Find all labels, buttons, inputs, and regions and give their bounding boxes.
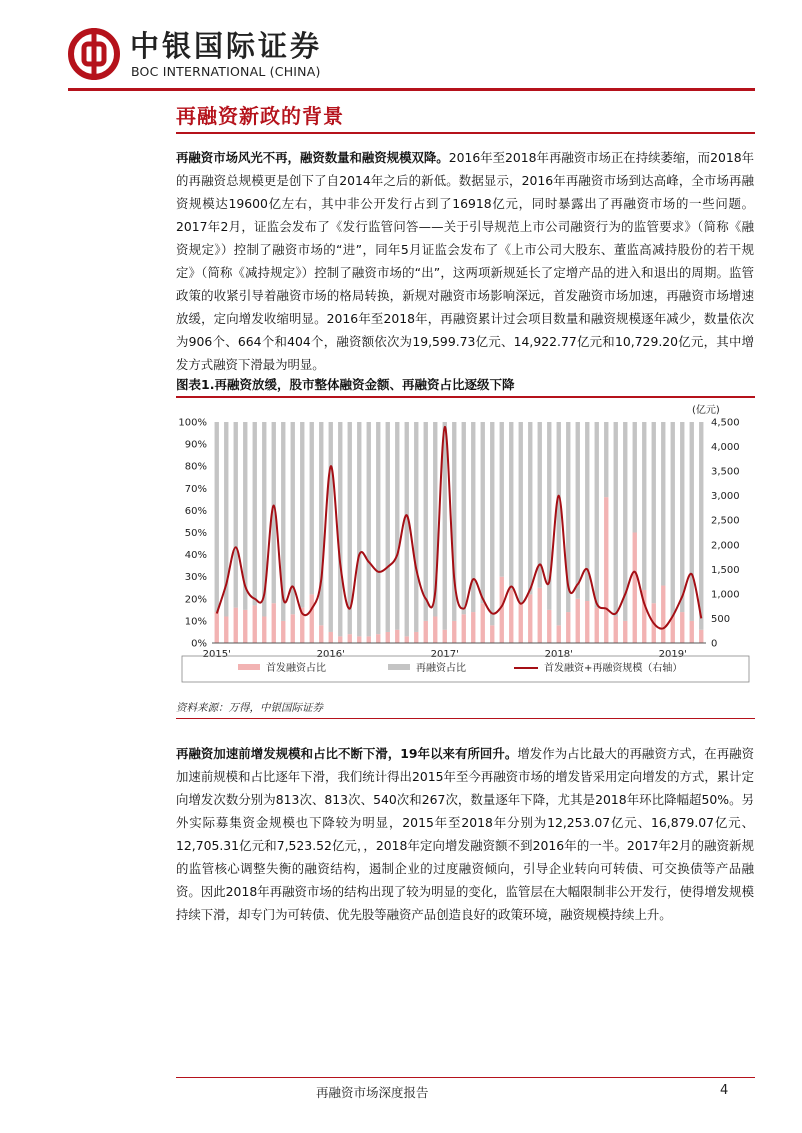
paragraph-1	[176, 146, 754, 376]
y-left-tick-label: 40%	[184, 550, 207, 562]
bar-ipo-share	[528, 594, 532, 643]
legend-label-refinancing-share: 再融资占比	[416, 663, 466, 674]
bar-refinancing-share	[633, 422, 637, 533]
y-left-tick-label: 50%	[184, 528, 207, 539]
bar-ipo-share	[509, 590, 513, 643]
bar-ipo-share	[690, 621, 694, 643]
bar-refinancing-share	[500, 422, 504, 577]
y-left-tick-label: 0%	[191, 638, 207, 650]
bar-refinancing-share	[642, 422, 646, 590]
bar-ipo-share	[462, 614, 466, 643]
bar-refinancing-share	[234, 422, 238, 608]
bar-ipo-share	[604, 497, 608, 643]
bar-refinancing-share	[595, 422, 599, 608]
boc-logo-icon	[68, 28, 120, 80]
y-left-tick-label: 100%	[178, 417, 207, 429]
bar-ipo-share	[329, 632, 333, 643]
y-right-tick-label: 0	[711, 638, 718, 650]
bar-refinancing-share	[386, 422, 390, 632]
bar-refinancing-share	[395, 422, 399, 630]
bar-refinancing-share	[690, 422, 694, 621]
bar-ipo-share	[595, 608, 599, 643]
bar-ipo-share	[471, 612, 475, 643]
legend-label-ipo-share: 首发融资占比	[266, 663, 326, 674]
bar-refinancing-share	[462, 422, 466, 614]
section-divider	[176, 132, 755, 134]
bar-ipo-share	[661, 586, 665, 643]
y-right-tick-label: 1,500	[711, 564, 740, 576]
bar-refinancing-share	[376, 422, 380, 634]
bar-ipo-share	[291, 614, 295, 643]
bar-ipo-share	[633, 533, 637, 644]
bar-refinancing-share	[319, 422, 323, 625]
section-title: 再融资新政的背景	[176, 104, 344, 128]
y-right-tick-label: 4,500	[711, 417, 740, 429]
bar-ipo-share	[224, 616, 228, 643]
bar-refinancing-share	[538, 422, 542, 588]
x-tick-label: 2018'	[544, 649, 573, 660]
bar-ipo-share	[310, 594, 314, 643]
bar-ipo-share	[253, 605, 257, 643]
bar-ipo-share	[348, 634, 352, 643]
bar-ipo-share	[234, 608, 238, 643]
bar-refinancing-share	[490, 422, 494, 625]
bar-refinancing-share	[424, 422, 428, 621]
bar-refinancing-share	[414, 422, 418, 632]
legend-label-total-financing: 首发融资+再融资规模（右轴）	[544, 663, 683, 674]
bar-refinancing-share	[481, 422, 485, 603]
bar-ipo-share	[557, 625, 561, 643]
bar-refinancing-share	[367, 422, 371, 636]
y-right-tick-label: 4,000	[711, 442, 740, 454]
brand-name-chinese: 中银国际证券	[130, 29, 323, 63]
y-right-tick-label: 3,500	[711, 466, 740, 478]
x-tick-label: 2019'	[658, 649, 687, 660]
bar-ipo-share	[576, 599, 580, 643]
bar-ipo-share	[215, 612, 219, 643]
y-right-unit-label: (亿元)	[692, 405, 720, 416]
bar-refinancing-share	[614, 422, 618, 616]
bar-ipo-share	[367, 636, 371, 643]
legend-swatch-ipo-share	[238, 664, 260, 670]
bar-ipo-share	[452, 621, 456, 643]
paragraph-2-lead: 再融资加速前增发规模和占比不断下滑，19年以来有所回升。	[176, 746, 518, 761]
header-divider	[68, 88, 755, 91]
source-divider	[176, 718, 755, 719]
paragraph-2-body: 增发作为占比最大的再融资方式，在再融资加速前规模和占比逐年下滑，我们统计得出2015年至今再融资市场的增发皆采用定向增发的方式，累计定向增发次数分别为813次、813次、540次和267次，数量逐年下降，尤其是2018年环比降幅超50%。另外实际募集资金规模也下降较为明显，2015年至2018年分别为12,253.07亿元、16,879.07亿元、12,705.31亿元和7,523.52亿元，，2018年定向增发融资额不到2016年的一半。2017年2月的融资新规的监管核心调整失衡的融资结构，遏制企业的过度融资倾向，引导企业转向可转债、可交换债等产品融资。因此2018年再融资市场的结构出现了较为明显的变化，监管层在大幅限制非公开发行，使得增发规模持续下滑，却专门为可转债、优先股等融资产品创造良好的政策环境，融资规模持续上升。	[176, 746, 755, 922]
bar-refinancing-share	[338, 422, 342, 636]
y-left-tick-label: 10%	[184, 616, 207, 628]
figure-title: 图表1.再融资放缓，股市整体融资金额、再融资占比逐级下降	[176, 377, 515, 392]
chart-line	[217, 427, 702, 629]
bar-ipo-share	[519, 603, 523, 643]
bar-refinancing-share	[576, 422, 580, 599]
bar-ipo-share	[414, 632, 418, 643]
y-left-tick-label: 90%	[184, 439, 207, 451]
bar-ipo-share	[395, 630, 399, 643]
chart-container	[176, 400, 755, 690]
y-right-tick-label: 500	[711, 613, 731, 625]
bar-ipo-share	[585, 601, 589, 643]
y-left-tick-label: 60%	[184, 505, 207, 517]
x-tick-label: 2016'	[316, 649, 345, 660]
bar-refinancing-share	[528, 422, 532, 594]
bar-refinancing-share	[652, 422, 656, 603]
bar-ipo-share	[424, 621, 428, 643]
bar-ipo-share	[490, 625, 494, 643]
bar-ipo-share	[680, 612, 684, 643]
bar-ipo-share	[386, 632, 390, 643]
footer-report-title: 再融资市场深度报告	[316, 1085, 429, 1100]
y-right-tick-label: 2,000	[711, 540, 740, 552]
y-right-tick-label: 3,000	[711, 491, 740, 503]
bar-ipo-share	[538, 588, 542, 643]
y-left-tick-label: 80%	[184, 461, 207, 473]
y-left-tick-label: 20%	[184, 594, 207, 606]
bar-ipo-share	[357, 636, 361, 643]
bar-ipo-share	[376, 634, 380, 643]
bar-ipo-share	[443, 630, 447, 643]
bar-ipo-share	[623, 621, 627, 643]
paragraph-1-body: 2016年至2018年再融资市场正在持续萎缩，而2018年的再融资总规模更是创下了自2014年之后的新低。数据显示，2016年再融资市场到达高峰，全市场再融资规模达19600亿左右，其中非公开发行占到了16918亿元，同时暴露出了再融资市场的一些问题。2017年2月，证监会发布了《发行监管问答——关于引导规范上市公司融资行为的监管要求》（简称《融资规定》）控制了融资市场的“进”，同年5月证监会发布了《上市公司大股东、董监高减持股份的若干规定》（简称《减持规定》）控制了融资市场的“出”，这两项新规延长了定增产品的进入和退出的周期。监管政策的收紧引导着融资市场的格局转换，新规对融资市场影响深远，首发融资市场加速，再融资市场增速放缓，定向增发收缩明显。2016年至2018年，再融资累计过会项目数量和融资规模逐年减少，数量依次为906个、664个和404个，融资额依次为19,599.73亿元、14,922.77亿元和10,729.20亿元，其中增发方式融资下滑最为明显。	[176, 150, 755, 372]
bar-refinancing-share	[661, 422, 665, 586]
bar-ipo-share	[566, 612, 570, 643]
paragraph-2	[176, 742, 754, 926]
bar-ipo-share	[547, 610, 551, 643]
bar-ipo-share	[405, 636, 409, 643]
bar-refinancing-share	[405, 422, 409, 636]
footer-divider	[176, 1077, 755, 1078]
bar-ipo-share	[433, 616, 437, 643]
bar-refinancing-share	[329, 422, 333, 632]
bar-ipo-share	[481, 603, 485, 643]
chart-bars	[215, 422, 704, 643]
y-left-tick-label: 30%	[184, 572, 207, 584]
figure-title-divider	[176, 396, 755, 398]
bar-refinancing-share	[557, 422, 561, 625]
bar-refinancing-share	[300, 422, 304, 608]
bar-refinancing-share	[699, 422, 703, 630]
bar-refinancing-share	[604, 422, 608, 497]
paragraph-1-lead: 再融资市场风光不再，融资数量和融资规模双降。	[176, 150, 449, 165]
legend-swatch-refinancing-share	[388, 664, 410, 670]
brand-name-english: BOC INTERNATIONAL (CHINA)	[131, 64, 321, 79]
financing-chart	[176, 400, 755, 690]
bar-ipo-share	[262, 616, 266, 643]
y-left-tick-label: 70%	[184, 483, 207, 495]
series-line-total-financing	[217, 427, 702, 629]
y-right-tick-label: 1,000	[711, 589, 740, 601]
bar-refinancing-share	[357, 422, 361, 636]
bar-refinancing-share	[310, 422, 314, 594]
bar-refinancing-share	[215, 422, 219, 612]
bar-ipo-share	[338, 636, 342, 643]
bar-ipo-share	[699, 630, 703, 643]
bar-ipo-share	[281, 621, 285, 643]
bar-ipo-share	[614, 616, 618, 643]
bar-refinancing-share	[253, 422, 257, 605]
bar-ipo-share	[243, 610, 247, 643]
y-right-tick-label: 2,500	[711, 515, 740, 527]
x-tick-label: 2015'	[202, 649, 231, 660]
page-number: 4	[720, 1083, 729, 1098]
bar-ipo-share	[319, 625, 323, 643]
bar-refinancing-share	[671, 422, 675, 616]
x-tick-label: 2017'	[430, 649, 459, 660]
bar-ipo-share	[272, 603, 276, 643]
bar-refinancing-share	[509, 422, 513, 590]
figure-source: 资料来源：万得，中银国际证券	[176, 702, 323, 714]
bar-refinancing-share	[680, 422, 684, 612]
bar-refinancing-share	[519, 422, 523, 603]
